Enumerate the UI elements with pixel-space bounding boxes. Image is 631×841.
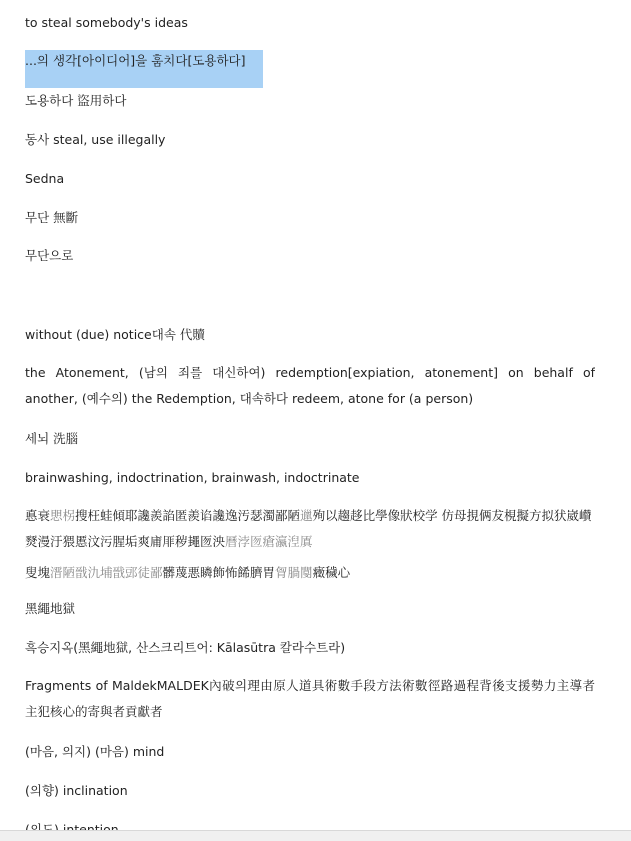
text-line-inclination: (의향) inclination <box>25 783 128 798</box>
text-line-mudan: 무단 無斷 <box>25 210 79 225</box>
text-line-selected-korean[interactable]: ...의 생각[아이디어]을 훔치다[도용하다] <box>25 53 246 68</box>
paragraph-hanja-block <box>25 503 595 555</box>
hanja-run-grey: 邋 <box>300 508 313 523</box>
text-line-doyong: 도용하다 盜用하다 <box>25 93 127 108</box>
text-line-senoe: 세뇌 洗腦 <box>25 431 79 446</box>
text-line-steal-ideas: to steal somebody's ideas <box>25 15 188 30</box>
text-line-heukseung-jiok: 흑승지옥(黑繩地獄, 산스크리트어: Kālasūtra 칼라수트라) <box>25 640 346 655</box>
horizontal-scrollbar[interactable] <box>0 830 631 841</box>
text-line-mudaneuro: 무단으로 <box>25 248 74 263</box>
text-line-heukseung-hanja: 黑繩地獄 <box>25 601 76 616</box>
hanja-run: 崴巑燹漫汙猥慝汶污腥垢爽庯厞秽䵷匢泱 <box>25 508 592 549</box>
hanja-run: 搜枉蛙傾耶讒羨諂匿羨谄讒逸汚瑟濁鄙陋 <box>75 508 301 523</box>
hanja-run: 癥穢心 <box>312 565 351 580</box>
text-line-verb-steal: 동사 steal, use illegally <box>25 132 166 147</box>
text-line-sedna: Sedna <box>25 171 65 186</box>
hanja-run: 叟塊 <box>25 565 51 580</box>
hanja-run: 悳衰 <box>25 508 51 523</box>
text-line-brainwashing: brainwashing, indoctrination, brainwash, indoctrinate <box>25 470 360 485</box>
hanja-run-grey: 曆浡匢瘡瀛湼厧 <box>225 534 313 549</box>
hanja-run-grey: 愳柺 <box>50 508 76 523</box>
paragraph-fragments-maldek: Fragments of MaldekMALDEK內破의理由原人道具術數手段方法術數徑路過程背後支援勢力主導者主犯核心的寄與者貢獻者 <box>25 678 595 719</box>
hanja-run-grey: 溍陋戩氿埔戩郖徒鄙 <box>50 565 163 580</box>
hanja-run: 髒蔑悪瞵飾怖餙臍胃 <box>162 565 276 580</box>
text-line-mind: (마음, 의지) (마음) mind <box>25 744 165 759</box>
paragraph-atonement: the Atonement, (남의 죄를 대신하여) redemption[expiation, atonement] on behalf of another, (예수의) the Redemption, 대속하다 redeem, atone for (a person) <box>25 365 595 406</box>
text-line-without-notice: without (due) notice대속 代贖 <box>25 327 205 342</box>
text-line-hanja-second <box>25 564 595 582</box>
hanja-run-grey: 胷腡閺 <box>275 565 313 580</box>
hanja-run: 殉以趨趍比學像狀校学 仿母挸俩犮梘擬方拟犾 <box>312 508 567 523</box>
